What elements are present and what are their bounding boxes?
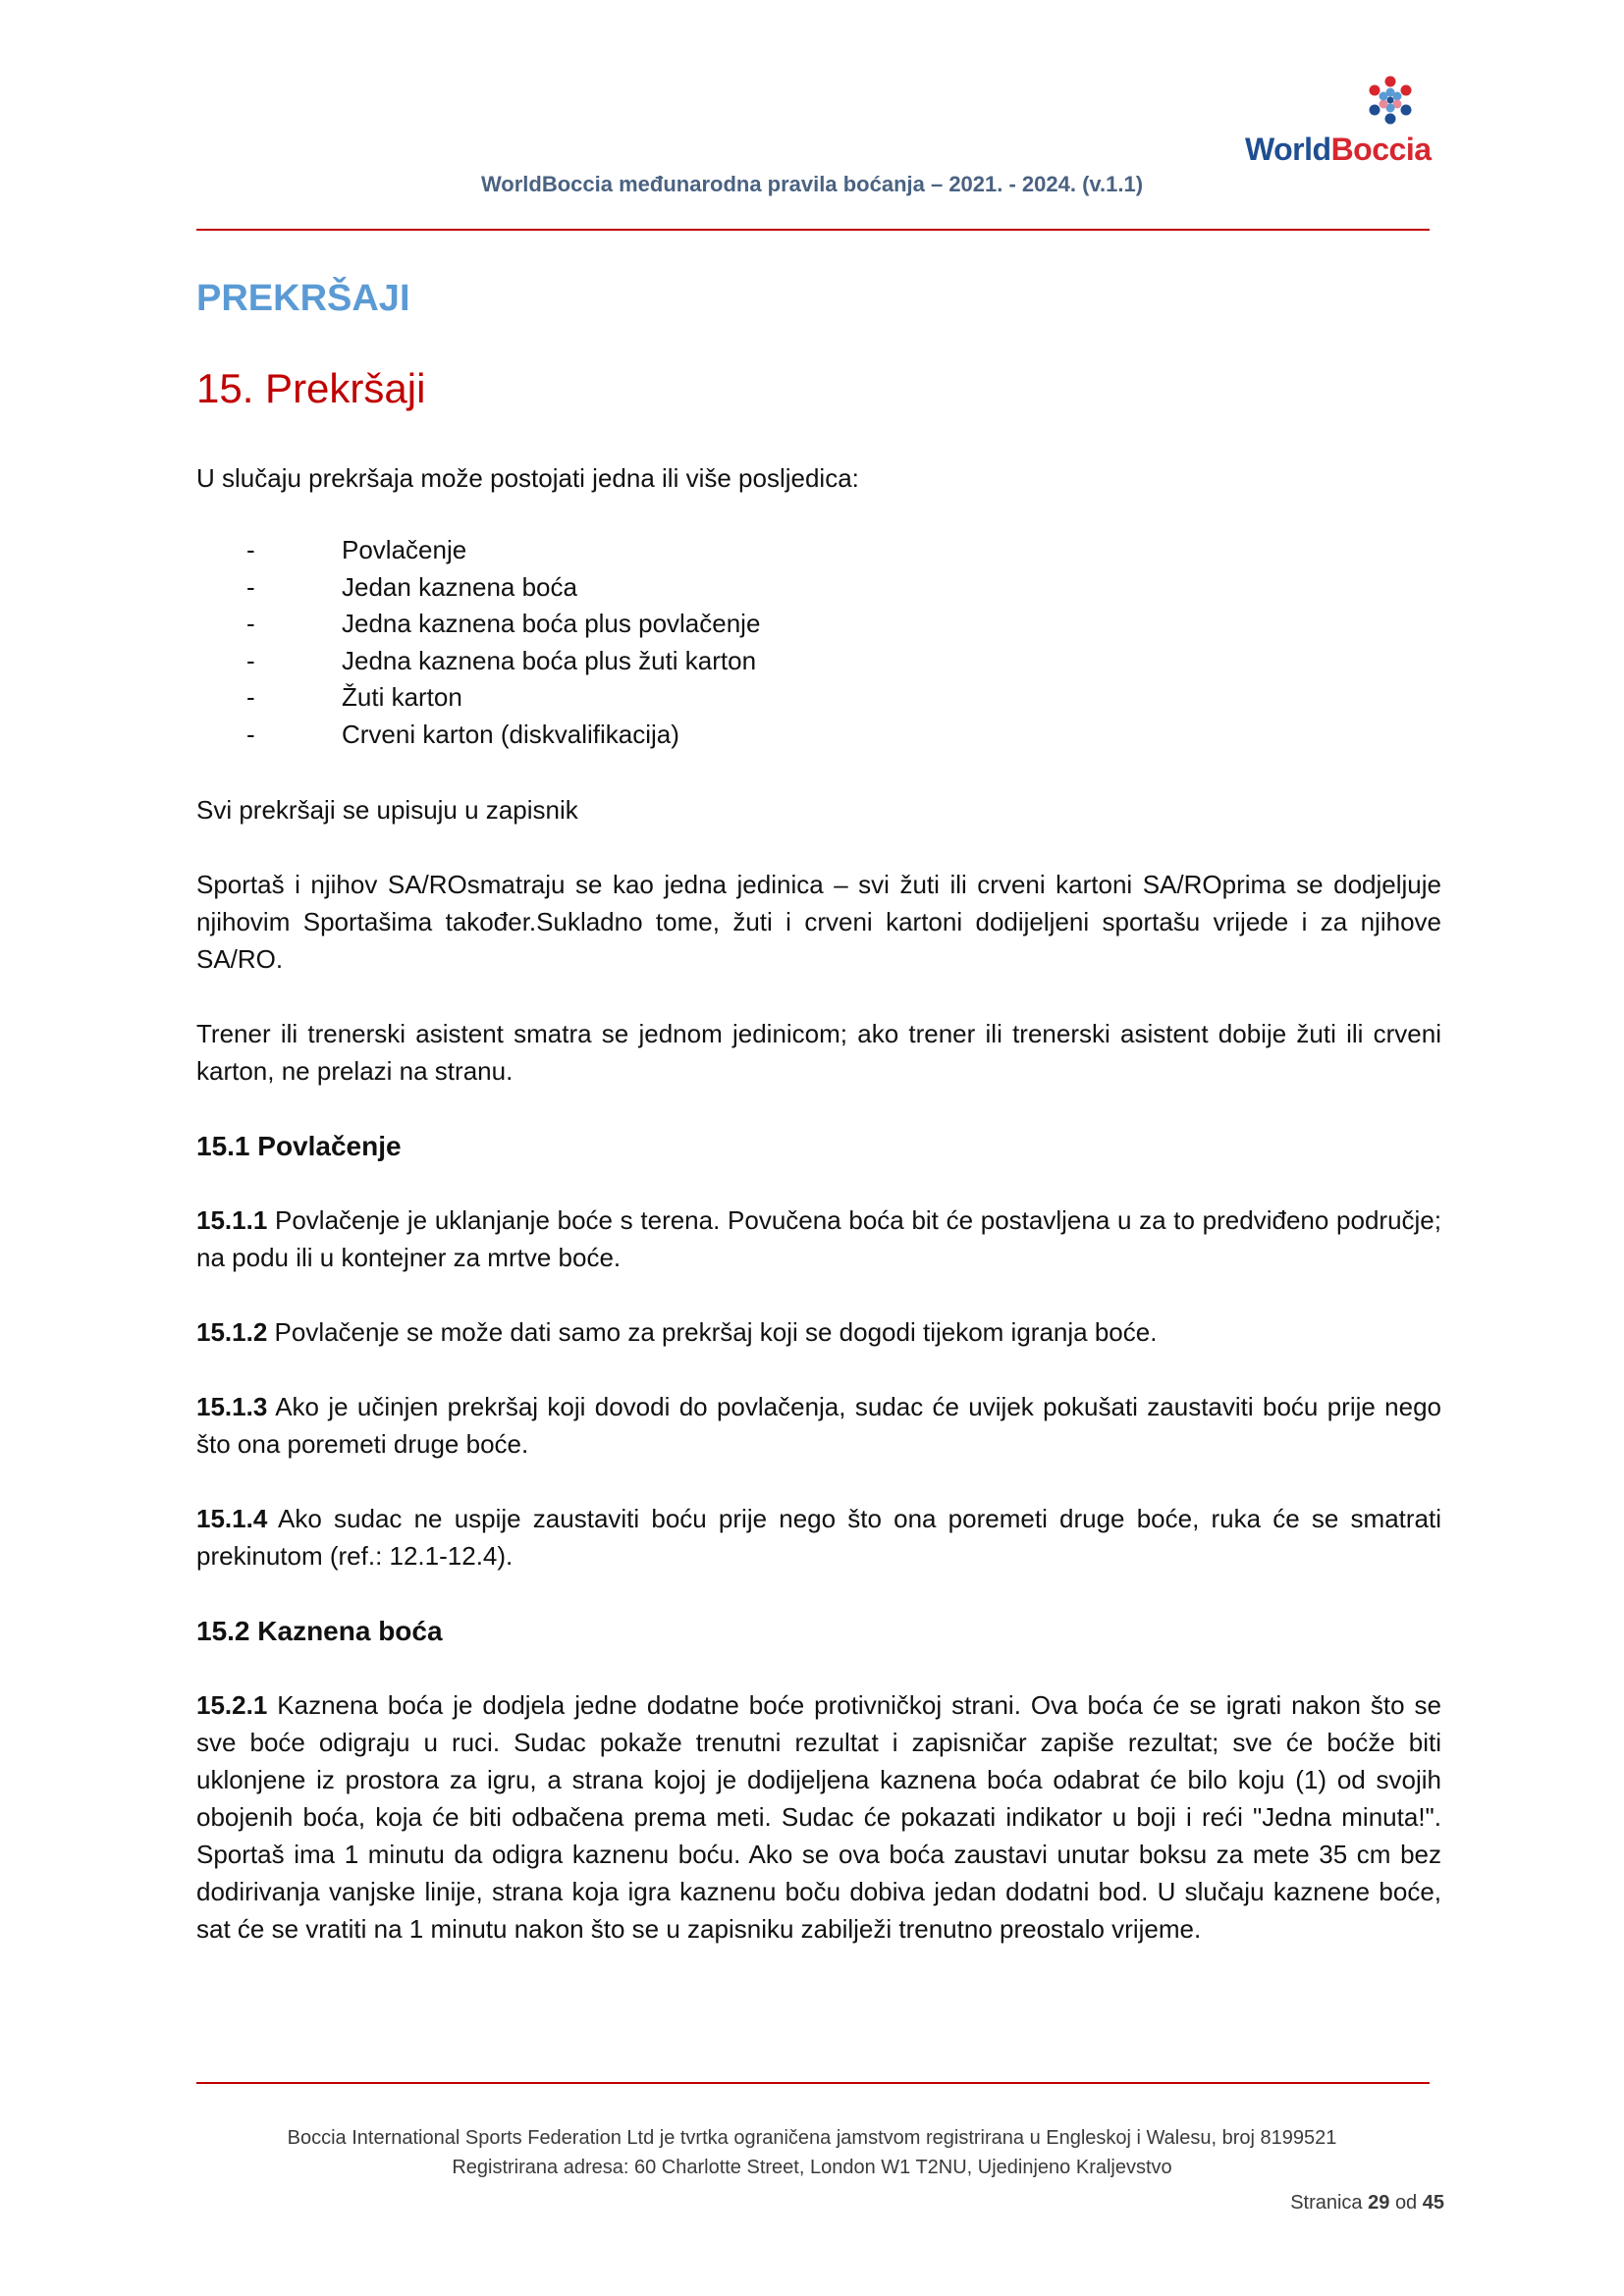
list-item <box>196 532 1441 569</box>
list-item <box>196 679 1441 717</box>
chapter-title: 15. Prekršaji <box>196 365 426 411</box>
unit-paragraph: Sportaš i njihov SA/ROsmatraju se kao jedna jedinica – svi žuti ili crveni kartoni SA/ROprima se dodjeljuje njihovim Sportašima također.Sukladno tome, žuti i crveni kartoni dodijeljeni sportašu vrijede i za njihove SA/RO. <box>196 869 1441 974</box>
rule-number: 15.1.1 <box>196 1204 268 1235</box>
subsection-title-15-2: 15.2 Kaznena boća <box>196 1615 443 1646</box>
intro-paragraph: U slučaju prekršaja može postojati jedna ili više posljedica: <box>196 463 859 493</box>
rule-text: Povlačenje se može dati samo za prekršaj koji se dogodi tijekom igranja boće. <box>267 1316 1158 1347</box>
list-item-text: Jedna kaznena boća plus žuti karton <box>342 645 757 675</box>
header-title: WorldBoccia međunarodna pravila boćanja – 2021. - 2024. (v.1.1) <box>480 172 1144 196</box>
rule-text: Povlačenje je uklanjanje boće s terena. Povučena boća bit će postavljena u za to predviđeno područje; na podu ili u kontejner za mrtve boće. <box>196 1204 1441 1272</box>
logo-text-boccia: Boccia <box>1330 132 1432 167</box>
footer-company-line: Boccia International Sports Federation Ltd je tvrtka ograničena jamstvom registrirana u Engleskoj i Walesu, broj 8199521 <box>287 2127 1337 2149</box>
list-marker: - <box>246 645 255 675</box>
record-paragraph: Svi prekršaji se upisuju u zapisnik <box>196 794 578 825</box>
list-item <box>196 569 1441 607</box>
subsection-title-15-1: 15.1 Povlačenje <box>196 1130 402 1161</box>
header-divider <box>196 229 1430 231</box>
list-item <box>196 606 1441 643</box>
rule-paragraph <box>196 1388 1441 1463</box>
list-marker: - <box>246 719 255 749</box>
logo-text-world: World <box>1245 132 1331 167</box>
rule-paragraph <box>196 1500 1441 1575</box>
page-prefix: Stranica <box>1290 2192 1363 2214</box>
list-marker: - <box>246 535 255 564</box>
list-item-text: Povlačenje <box>342 535 467 564</box>
rule-paragraph <box>196 1201 1441 1276</box>
rule-number: 15.1.2 <box>196 1316 268 1347</box>
page-of: od <box>1394 2192 1418 2214</box>
rule-number: 15.1.3 <box>196 1391 268 1421</box>
page-current: 29 <box>1368 2192 1390 2214</box>
logo-emblem-icon <box>1245 73 1447 133</box>
list-marker: - <box>246 682 255 713</box>
page-number <box>1290 2192 1444 2215</box>
rule-text: Ako sudac ne uspije zaustaviti boću prije nego što ona poremeti druge boće, ruka će se smatrati prekinutom (ref.: 12.1-12.4). <box>196 1503 1441 1571</box>
list-item <box>196 717 1441 754</box>
list-item-text: Žuti karton <box>342 682 462 713</box>
worldboccia-logo <box>1245 73 1447 175</box>
rule-text: Ako je učinjen prekršaj koji dovodi do povlačenja, sudac će uvijek pokušati zaustaviti boću prije nego što ona poremeti druge boće. <box>196 1391 1441 1459</box>
list-item-text: Jedan kaznena boća <box>342 571 577 602</box>
list-item <box>196 643 1441 680</box>
consequence-list <box>196 532 1441 754</box>
rule-paragraph <box>196 1686 1441 1948</box>
rule-paragraph <box>196 1313 1441 1351</box>
logo-wordmark <box>1245 132 1432 168</box>
rule-text: Kaznena boća je dodjela jedne dodatne boće protivničkoj strani. Ova boća će se igrati nakon što se sve boće odigraju u ruci. Sudac pokaže trenutni rezultat i zapisničar zapiše rezultat; sve će boćže biti uklonjene iz prostora za igru, a strana kojoj je dodijeljena kaznena boća odabrat će bilo koju (1) od svojih obojenih boća, koja će biti odbačena prema meti. Sudac će pokazati indikator u boji i reći "Jedna minuta!". Sportaš ima 1 minutu da odigra kaznenu boću. Ako se ova boća zaustavi unutar boksu za mete 35 cm bez dodirivanja vanjske linije, strana koja igra kaznenu boču dobiva jedan dodatni bod. U slučaju kaznene boće, sat će se vratiti na 1 minutu nakon što se u zapisniku zabilježi trenutno preostalo vrijeme. <box>196 1689 1441 1944</box>
coach-paragraph: Trener ili trenerski asistent smatra se jednom jedinicom; ako trener ili trenerski asistent dobije žuti ili crveni karton, ne prelazi na stranu. <box>196 1018 1441 1086</box>
rule-number: 15.1.4 <box>196 1503 268 1533</box>
list-item-text: Crveni karton (diskvalifikacija) <box>342 719 679 749</box>
footer-address-line: Registrirana adresa: 60 Charlotte Street, London W1 T2NU, Ujedinjeno Kraljevstvo <box>452 2157 1172 2178</box>
section-title: PREKRŠAJI <box>196 278 410 319</box>
page-total: 45 <box>1422 2192 1444 2214</box>
rule-number: 15.2.1 <box>196 1689 268 1720</box>
list-marker: - <box>246 609 255 639</box>
list-item-text: Jedna kaznena boća plus povlačenje <box>342 609 761 639</box>
list-marker: - <box>246 571 255 602</box>
footer-divider <box>196 2082 1430 2084</box>
page-content <box>196 267 1441 1948</box>
